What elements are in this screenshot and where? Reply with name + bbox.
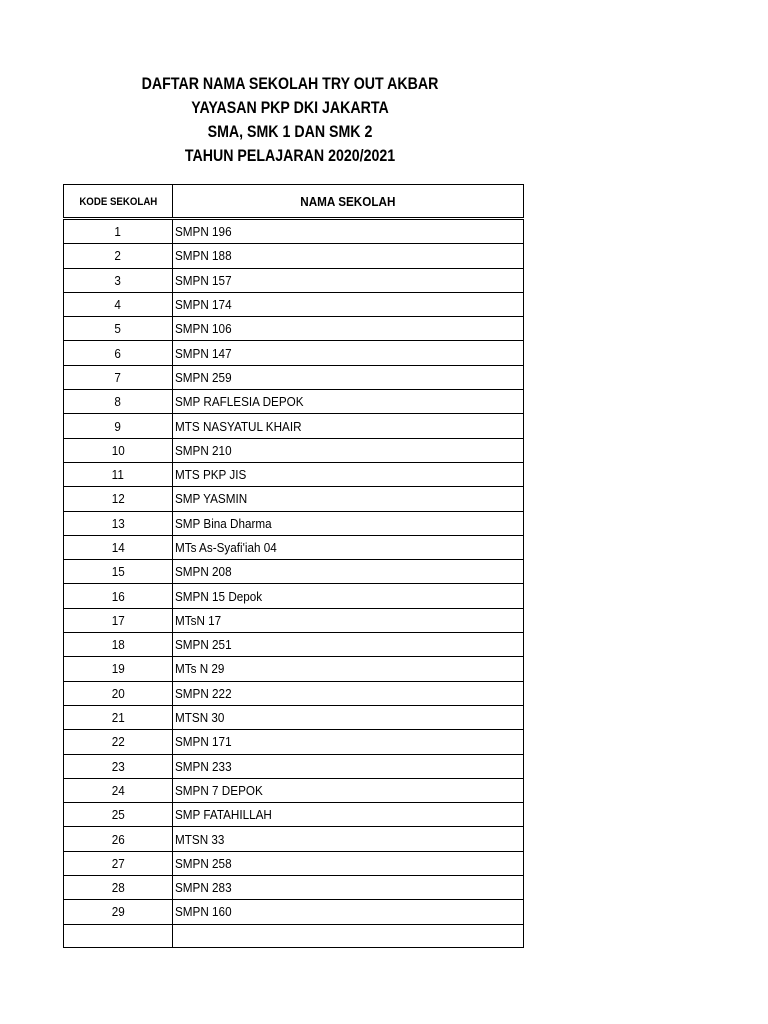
school-name: SMPN 210: [175, 442, 232, 458]
school-code: 17: [111, 612, 125, 628]
school-code: 15: [111, 564, 125, 580]
school-name-cell: [173, 511, 524, 535]
school-code-cell: [64, 633, 173, 657]
school-code: 16: [111, 588, 125, 604]
school-code: 13: [111, 515, 125, 531]
table-row: [64, 851, 524, 875]
school-name-cell: [173, 341, 524, 365]
school-name: MTS NASYATUL KHAIR: [175, 418, 302, 434]
table-row: [64, 584, 524, 608]
table-header-row: [64, 185, 524, 219]
school-name-cell: [173, 535, 524, 559]
school-code: 14: [111, 540, 125, 555]
school-name-cell: [173, 292, 524, 316]
school-name: SMPN 174: [175, 297, 232, 313]
school-code-cell: [64, 754, 173, 778]
table-row: [64, 705, 524, 729]
school-name: SMP Bina Dharma: [175, 515, 272, 531]
table-row: [64, 365, 524, 389]
table-row: [64, 900, 524, 924]
table-row: [64, 292, 524, 316]
school-name: MTsN 17: [175, 612, 222, 628]
school-name: SMP YASMIN: [175, 491, 248, 507]
school-code-cell: [64, 827, 173, 851]
school-code-cell: [64, 608, 173, 632]
school-name: SMPN 106: [175, 321, 232, 337]
school-code: 23: [111, 758, 125, 774]
school-name: SMPN 233: [175, 758, 232, 774]
school-name-cell: [173, 390, 524, 414]
school-code: 28: [111, 880, 125, 896]
school-code: 11: [111, 467, 125, 483]
school-name: MTS PKP JIS: [175, 467, 247, 483]
school-name-cell: [173, 584, 524, 608]
header-school-code: [64, 185, 173, 219]
school-name: SMP RAFLESIA DEPOK: [175, 394, 304, 410]
school-code: 8: [114, 394, 122, 410]
table-row: [64, 803, 524, 827]
title-line-2: YAYASAN PKP DKI JAKARTA: [191, 99, 389, 117]
header-school-name: [173, 185, 524, 219]
document-title: [90, 72, 490, 168]
table-row: [64, 778, 524, 802]
school-name-cell: [173, 219, 524, 244]
school-code-cell: [64, 803, 173, 827]
school-code: 27: [111, 855, 125, 871]
table-row: [64, 730, 524, 754]
school-name: SMPN 259: [175, 369, 232, 385]
school-name: SMPN 251: [175, 637, 232, 653]
school-name-cell: [173, 803, 524, 827]
school-code-cell: [64, 365, 173, 389]
school-code: 6: [114, 345, 122, 361]
school-name: SMPN 147: [175, 345, 232, 361]
table-row: [64, 341, 524, 365]
table-row: [64, 560, 524, 584]
school-code: 7: [114, 369, 122, 385]
school-code-cell: [64, 219, 173, 244]
title-line-3: SMA, SMK 1 DAN SMK 2: [207, 123, 373, 141]
school-name-cell: [173, 633, 524, 657]
empty-cell: [173, 924, 524, 947]
school-code: 12: [111, 491, 125, 507]
school-name: SMPN 258: [175, 855, 232, 871]
school-name: SMPN 222: [175, 685, 232, 701]
school-name: SMPN 160: [175, 904, 232, 920]
school-code-cell: [64, 292, 173, 316]
school-name-cell: [173, 681, 524, 705]
table-row: [64, 244, 524, 268]
school-name-cell: [173, 657, 524, 681]
table-row: [64, 268, 524, 292]
table-row: [64, 390, 524, 414]
school-code: 19: [111, 661, 125, 677]
school-name: SMPN 171: [175, 734, 232, 750]
school-code: 26: [111, 831, 125, 847]
table-row: [64, 487, 524, 511]
school-code-cell: [64, 705, 173, 729]
header-school-code-label: KODE SEKOLAH: [79, 196, 157, 208]
school-name-cell: [173, 705, 524, 729]
school-name: SMPN 7 DEPOK: [175, 782, 263, 798]
school-code-cell: [64, 900, 173, 924]
table-body: [64, 219, 524, 948]
school-code: 20: [111, 685, 125, 701]
school-name-cell: [173, 244, 524, 268]
school-code-cell: [64, 268, 173, 292]
school-code-cell: [64, 681, 173, 705]
school-code-cell: [64, 414, 173, 438]
table-row: [64, 511, 524, 535]
school-name: MTs As-Syafi'iah 04: [175, 540, 277, 555]
school-name: SMPN 208: [175, 564, 232, 580]
school-code-cell: [64, 778, 173, 802]
school-name-cell: [173, 900, 524, 924]
school-code: 2: [114, 248, 122, 264]
table-row: [64, 657, 524, 681]
school-code-cell: [64, 390, 173, 414]
school-name-cell: [173, 462, 524, 486]
school-name: SMPN 188: [175, 248, 232, 264]
school-code-cell: [64, 487, 173, 511]
school-code: 29: [111, 904, 125, 920]
school-code-cell: [64, 341, 173, 365]
school-name-cell: [173, 778, 524, 802]
school-name-cell: [173, 317, 524, 341]
school-code-cell: [64, 462, 173, 486]
school-name-cell: [173, 414, 524, 438]
table-row: [64, 317, 524, 341]
school-name: SMPN 196: [175, 224, 232, 240]
school-code-cell: [64, 851, 173, 875]
school-name-cell: [173, 730, 524, 754]
school-name-cell: [173, 560, 524, 584]
school-name: MTs N 29: [175, 661, 225, 677]
table-row: [64, 876, 524, 900]
school-code: 24: [111, 782, 125, 798]
school-name-cell: [173, 438, 524, 462]
school-name-cell: [173, 754, 524, 778]
school-name: SMP FATAHILLAH: [175, 807, 272, 823]
school-code-cell: [64, 657, 173, 681]
school-code: 9: [114, 418, 122, 434]
title-line-1: DAFTAR NAMA SEKOLAH TRY OUT AKBAR: [141, 75, 439, 93]
table-row: [64, 462, 524, 486]
empty-table-row: [64, 924, 524, 947]
table-row: [64, 414, 524, 438]
school-code: 5: [114, 321, 122, 337]
school-list-table: [63, 184, 524, 948]
school-name: SMPN 15 Depok: [175, 588, 263, 604]
header-school-name-label: NAMA SEKOLAH: [300, 193, 396, 209]
school-name-cell: [173, 487, 524, 511]
school-name-cell: [173, 827, 524, 851]
school-code: 3: [114, 272, 122, 288]
school-code-cell: [64, 511, 173, 535]
empty-cell: [64, 924, 173, 947]
school-code-cell: [64, 876, 173, 900]
school-name-cell: [173, 365, 524, 389]
school-name: SMPN 283: [175, 880, 232, 896]
table-row: [64, 754, 524, 778]
table-row: [64, 681, 524, 705]
school-name-cell: [173, 851, 524, 875]
title-line-4: TAHUN PELAJARAN 2020/2021: [184, 147, 396, 165]
school-code: 21: [111, 710, 125, 726]
school-code: 1: [114, 224, 122, 240]
school-code-cell: [64, 535, 173, 559]
school-name: MTSN 33: [175, 831, 225, 847]
school-name-cell: [173, 268, 524, 292]
school-name-cell: [173, 876, 524, 900]
school-code-cell: [64, 317, 173, 341]
school-code-cell: [64, 584, 173, 608]
school-code-cell: [64, 244, 173, 268]
school-code: 18: [111, 637, 125, 653]
school-name: MTSN 30: [175, 710, 225, 726]
school-code: 10: [111, 442, 125, 458]
school-name-cell: [173, 608, 524, 632]
table-row: [64, 535, 524, 559]
school-code: 22: [111, 734, 125, 750]
table-row: [64, 219, 524, 244]
school-code: 4: [114, 297, 122, 313]
school-code: 25: [111, 807, 125, 823]
table-row: [64, 827, 524, 851]
table-row: [64, 608, 524, 632]
school-name: SMPN 157: [175, 272, 232, 288]
table-row: [64, 438, 524, 462]
school-code-cell: [64, 560, 173, 584]
table-row: [64, 633, 524, 657]
school-code-cell: [64, 438, 173, 462]
school-code-cell: [64, 730, 173, 754]
